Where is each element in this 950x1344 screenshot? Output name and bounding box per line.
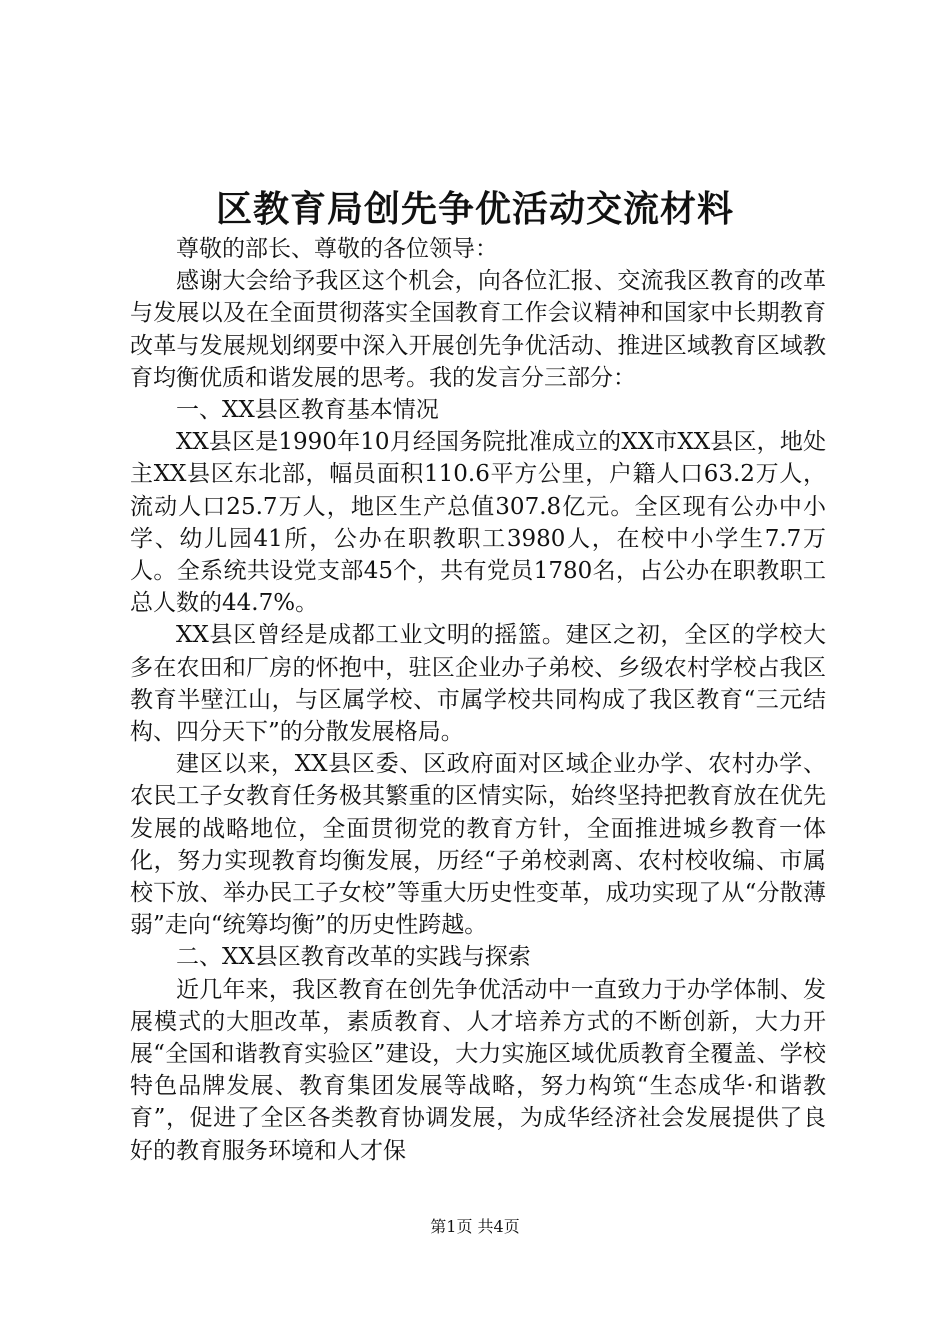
intro-paragraph: 感谢大会给予我区这个机会，向各位汇报、交流我区教育的改革与发展以及在全面贯彻落实全国教育工作会议精神和国家中长期教育改革与发展规划纲要中深入开展创先争优活动、推进区域教育区域教育均衡优质和谐发展的思考。我的发言分三部分： — [130, 268, 826, 391]
salutation-paragraph: 尊敬的部长、尊敬的各位领导： — [176, 236, 498, 262]
document-title: 区教育局创先争优活动交流材料 — [215, 188, 734, 230]
section-heading-1: 一、XX县区教育基本情况 — [176, 397, 439, 424]
body-paragraph: 建区以来，XX县区委、区政府面对区域企业办学、农村办学、农民工子女教育任务极其繁重的区情实际，始终坚持把教育放在优先发展的战略地位，全面贯彻党的教育方针，全面推进城乡教育一体化，努力实现教育均衡发展，历经“子弟校剥离、农村校收编、市属校下放、举办民工子女校”等重大历史性变革，成功实现了从“分散薄弱”走向“统筹均衡”的历史性跨越。 — [130, 751, 826, 939]
body-paragraph: 近几年来，我区教育在创先争优活动中一直致力于办学体制、发展模式的大胆改革，素质教育、人才培养方式的不断创新，大力开展“全国和谐教育实验区”建设，大力实施区域优质教育全覆盖、学校特色品牌发展、教育集团发展等战略，努力构筑“生态成华·和谐教育”，促进了全区各类教育协调发展，为成华经济社会发展提供了良好的教育服务环境和人才保 — [130, 976, 826, 1164]
page-number-footer: 第1页 共4页 — [430, 1217, 520, 1236]
body-paragraph: XX县区曾经是成都工业文明的摇篮。建区之初，全区的学校大多在农田和厂房的怀抱中，驻区企业办子弟校、乡级农村学校占我区教育半壁江山，与区属学校、市属学校共同构成了我区教育“三元结构、四分天下”的分散发展格局。 — [130, 622, 826, 746]
section-heading-2: 二、XX县区教育改革的实践与探索 — [176, 944, 531, 971]
body-paragraph: XX县区是1990年10月经国务院批准成立的XX市XX县区，地处主XX县区东北部，幅员面积110.6平方公里，户籍人口63.2万人，流动人口25.7万人，地区生产总值307.8亿元。全区现有公办中小学、幼儿园41所，公办在职教职工3980人，在校中小学生7.7万人。全系统共设党支部45个，共有党员1780名，占公办在职教职工总人数的44.7%。 — [130, 429, 826, 617]
document-body — [130, 233, 826, 1167]
